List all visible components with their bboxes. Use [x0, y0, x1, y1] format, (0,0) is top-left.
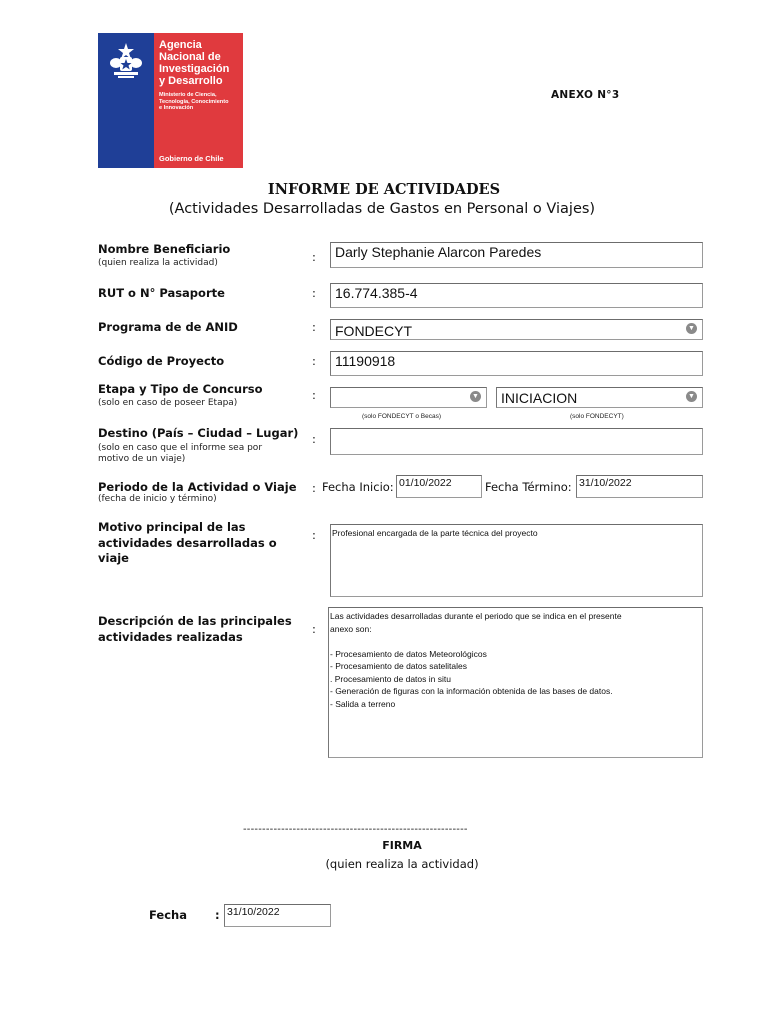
agency-panel: [154, 33, 243, 168]
period-sublabel: (fecha de inicio y término): [98, 494, 217, 504]
chevron-down-circle-icon[interactable]: ▼: [686, 391, 697, 402]
end-date-field[interactable]: 31/10/2022: [576, 475, 703, 498]
destination-sublabel: (solo en caso que el informe sea por motivo de un viaje): [98, 443, 263, 464]
ministry-name: Ministerio de Ciencia, Tecnología, Conocimiento e Innovación: [159, 92, 229, 111]
beneficiary-sublabel: (quien realiza la actividad): [98, 258, 218, 268]
signature-sublabel: (quien realiza la actividad): [325, 857, 479, 871]
destination-field[interactable]: [330, 428, 703, 455]
colon: :: [312, 481, 316, 495]
chile-coat-of-arms-icon: [104, 39, 148, 83]
stage-select[interactable]: [330, 387, 487, 408]
contest-type-hint: (solo FONDECYT): [570, 413, 624, 420]
beneficiary-name-field[interactable]: Darly Stephanie Alarcon Paredes: [330, 242, 703, 268]
period-label: Periodo de la Actividad o Viaje: [98, 480, 297, 494]
description-label: Descripción de las principales actividades realizadas: [98, 614, 292, 644]
colon: :: [215, 908, 220, 922]
date-field[interactable]: 31/10/2022: [224, 904, 331, 927]
chevron-down-circle-icon[interactable]: ▼: [470, 391, 481, 402]
anid-logo: [98, 33, 243, 168]
document-subtitle: (Actividades Desarrolladas de Gastos en Personal o Viajes): [168, 201, 596, 217]
colon: :: [312, 320, 316, 334]
destination-label: Destino (País – Ciudad – Lugar): [98, 426, 299, 440]
colon: :: [312, 250, 316, 264]
project-code-field[interactable]: 11190918: [330, 351, 703, 376]
colon: :: [312, 432, 316, 446]
stage-hint: (solo FONDECYT o Becas): [362, 413, 441, 420]
emblem-panel: [98, 33, 154, 168]
start-date-label: Fecha Inicio:: [322, 480, 394, 494]
government-name: Gobierno de Chile: [159, 154, 224, 163]
chevron-down-circle-icon[interactable]: ▼: [686, 323, 697, 334]
rut-field[interactable]: 16.774.385-4: [330, 283, 703, 308]
beneficiary-label: Nombre Beneficiario: [98, 242, 231, 256]
rut-label: RUT o N° Pasaporte: [98, 286, 225, 300]
stage-sublabel: (solo en caso de poseer Etapa): [98, 398, 238, 408]
colon: :: [312, 622, 316, 636]
end-date-label: Fecha Término:: [485, 480, 572, 494]
agency-name: Agencia Nacional de Investigación y Desarrollo: [159, 39, 230, 87]
description-field[interactable]: Las actividades desarrolladas durante el periodo que se indica en el presente anexo son: - Procesamiento de datos Meteorológicos - Procesamiento de datos satelitales . Procesamiento de datos in situ - Generación de figuras con la información obtenida de las bases de datos. - Salida a terreno: [328, 607, 703, 758]
annex-number: ANEXO N°3: [551, 89, 620, 101]
contest-type-select[interactable]: [496, 387, 703, 408]
colon: :: [312, 286, 316, 300]
project-code-label: Código de Proyecto: [98, 354, 225, 368]
contest-type-value: INICIACION: [501, 390, 578, 406]
program-label: Programa de de ANID: [98, 320, 238, 334]
document-title: INFORME DE ACTIVIDADES: [267, 181, 501, 198]
date-label: Fecha: [149, 908, 187, 922]
stage-label: Etapa y Tipo de Concurso: [98, 382, 263, 396]
colon: :: [312, 388, 316, 402]
motive-field[interactable]: Profesional encargada de la parte técnica del proyecto: [330, 524, 703, 597]
colon: :: [312, 354, 316, 368]
signature-label: FIRMA: [382, 839, 422, 852]
motive-label: Motivo principal de las actividades desarrolladas o viaje: [98, 520, 277, 565]
program-value: FONDECYT: [335, 323, 412, 339]
program-select[interactable]: [330, 319, 703, 340]
signature-line: -----------------------------------------------------------: [243, 824, 468, 835]
start-date-field[interactable]: 01/10/2022: [396, 475, 482, 498]
colon: :: [312, 528, 316, 542]
